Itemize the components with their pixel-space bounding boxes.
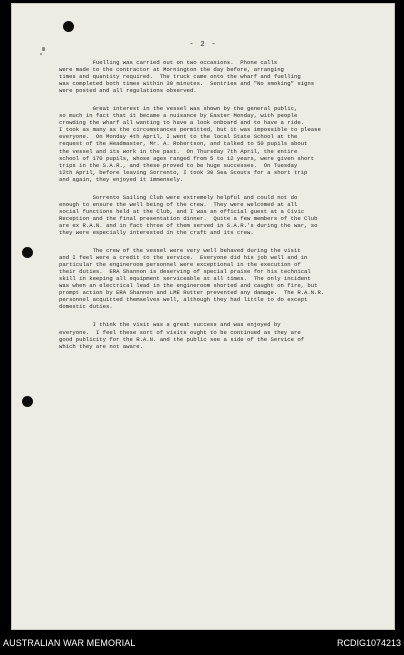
text-line: Reception and the final presentation dinner. Quite a few members of the Club: [59, 214, 318, 222]
text-line: the vessel and its work in the past. On Thursday 7th April, the entire: [59, 147, 298, 155]
paragraph: [59, 247, 391, 310]
archive-name: AUSTRALIAN WAR MEMORIAL: [3, 638, 136, 648]
text-line: I think the visit was a great success and was enjoyed by: [59, 321, 281, 329]
text-line: good publicity for the R.A.N. and the public see a side of the Service of: [59, 335, 305, 343]
document-body: [59, 59, 391, 361]
text-line: social functions held at the Club, and I was an official guest at a Civic: [59, 207, 305, 215]
text-line: The crew of the vessel were very well behaved during the visit: [59, 247, 301, 255]
paragraph: [59, 59, 391, 94]
text-line: which they are not aware.: [59, 342, 143, 350]
text-line: were posted and all regulations observed.: [59, 87, 197, 95]
text-line: prompt action by ERA Shannon and LME Rutter prevented any damage. The R.A.N.R.: [59, 289, 325, 297]
punch-hole-middle: [22, 247, 33, 258]
text-line: I took as many as the circumstances permitted, but it was impossible to please: [59, 126, 321, 134]
paper-speck: [40, 53, 42, 55]
text-line: was completed both times within 30 minutes. Sentries and "No smoking" signs: [59, 80, 315, 88]
paragraph: [59, 105, 391, 183]
page-number: - 2 -: [189, 41, 217, 49]
text-line: trips in the S.A.R., and these proved to be huge successes. On Tuesday: [59, 161, 298, 169]
text-line: times and quantity required. The truck came onto the wharf and fuelling: [59, 73, 301, 81]
archive-footer: [0, 630, 404, 653]
text-line: their duties. ERA Shannon is deserving of special praise for his technical: [59, 268, 311, 276]
text-line: they were especially interested in the craft and its crew.: [59, 228, 254, 236]
text-line: so much in fact that it became a nuisance by Easter Monday, with people: [59, 112, 298, 120]
text-line: Sorrento Sailing Club were extremely helpful and could not do: [59, 193, 298, 201]
record-id: RCDIG1074213: [336, 638, 401, 648]
text-line: was when an electrical lead in the engineroom shorted and caught on fire, but: [59, 282, 318, 290]
text-line: 12th April, before leaving Sorrento, I took 30 Sea Scouts for a short trip: [59, 168, 308, 176]
paragraph: [59, 321, 391, 349]
text-line: Fuelling was carried out on two occasions. Phone calls: [59, 59, 278, 66]
text-line: and again, they enjoyed it immensely.: [59, 175, 184, 183]
text-line: everyone. On Monday 4th April, I went to the local State School at the: [59, 133, 298, 141]
text-line: and I feel were a credit to the service. Everyone did his job well and in: [59, 254, 308, 262]
text-line: personnel acquitted themselves well, although they had little to do except: [59, 296, 308, 304]
punch-hole-bottom: [22, 396, 33, 407]
text-line: everyone. I feel these sort of visits ought to be continued as they are: [59, 328, 301, 336]
text-line: are ex R.A.N. and in fact three of them served in S.A.R.'s during the war, so: [59, 221, 318, 229]
paragraph: [59, 194, 391, 236]
text-line: crowding the wharf all wanting to have a look onboard and to have a ride.: [59, 119, 305, 127]
text-line: Great interest in the vessel was shown by the general public,: [59, 105, 298, 113]
text-line: were made to the contractor at Mornington the day before, arranging: [59, 66, 284, 74]
text-line: skill in keeping all equipment serviceable at all times. The only incident: [59, 275, 311, 283]
punch-hole-top: [63, 21, 74, 32]
document-page: [11, 3, 395, 630]
text-line: particular the engineroom personnel were exceptional in the execution of: [59, 261, 301, 269]
text-line: enough to ensure the well being of the crew. They were welcomed at all: [59, 200, 298, 208]
text-line: domestic duties.: [59, 303, 113, 311]
text-line: request of the Headmaster, Mr. A. Robertson, and talked to 50 pupils about: [59, 140, 308, 148]
text-line: school of 170 pupils, whose ages ranged from 5 to 12 years, were given short: [59, 154, 315, 162]
